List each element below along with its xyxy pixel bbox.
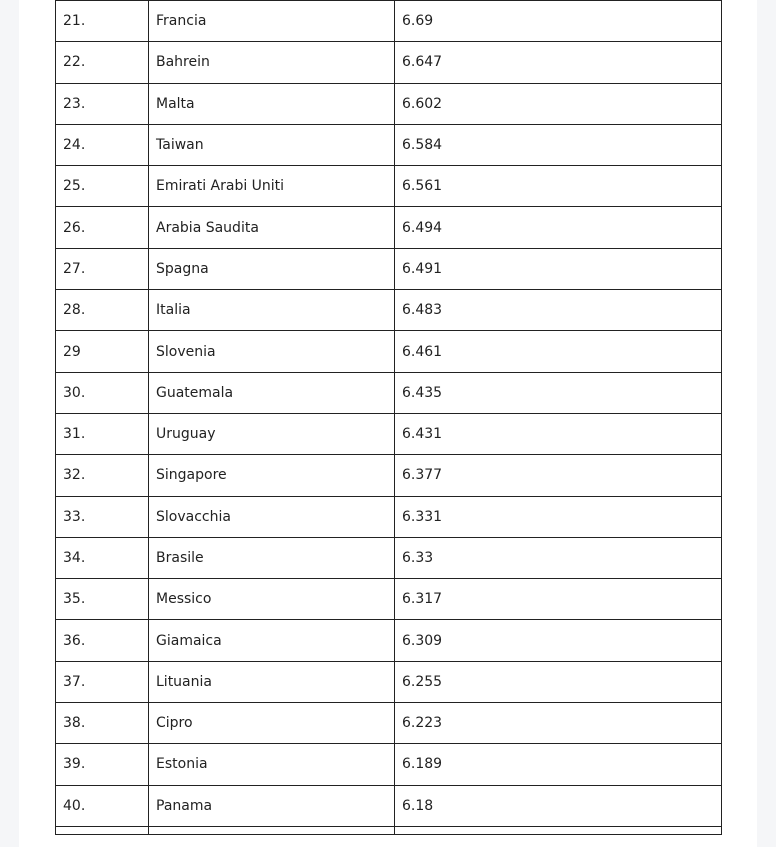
score-cell: 6.435 [395, 372, 722, 413]
country-cell: Francia [149, 1, 395, 42]
score-cell: 6.491 [395, 248, 722, 289]
score-cell: 6.255 [395, 661, 722, 702]
table-row [56, 413, 722, 454]
score-cell: 6.69 [395, 1, 722, 42]
table-row [56, 496, 722, 537]
country-cell: Italia [149, 290, 395, 331]
score-cell: 6.483 [395, 290, 722, 331]
country-cell: Guatemala [149, 372, 395, 413]
country-cell: Arabia Saudita [149, 207, 395, 248]
rank-cell: 26. [56, 207, 149, 248]
rank-cell: 30. [56, 372, 149, 413]
table-row [56, 290, 722, 331]
country-cell: Panama [149, 785, 395, 826]
rank-cell: 21. [56, 1, 149, 42]
table-row [56, 372, 722, 413]
country-cell: Lituania [149, 661, 395, 702]
table-row [56, 744, 722, 785]
table-row [56, 661, 722, 702]
rank-cell: 23. [56, 83, 149, 124]
country-cell: Messico [149, 579, 395, 620]
country-cell: Brasile [149, 537, 395, 578]
table-row [56, 83, 722, 124]
country-cell [149, 826, 395, 834]
table-row [56, 579, 722, 620]
score-cell [395, 826, 722, 834]
score-cell: 6.584 [395, 124, 722, 165]
table-row [56, 42, 722, 83]
country-cell: Slovenia [149, 331, 395, 372]
rank-cell: 32. [56, 455, 149, 496]
score-cell: 6.647 [395, 42, 722, 83]
rank-cell: 34. [56, 537, 149, 578]
table-row [56, 1, 722, 42]
country-cell: Singapore [149, 455, 395, 496]
country-cell: Taiwan [149, 124, 395, 165]
table-row [56, 248, 722, 289]
score-cell: 6.223 [395, 703, 722, 744]
score-cell: 6.494 [395, 207, 722, 248]
score-cell: 6.33 [395, 537, 722, 578]
rank-cell [56, 826, 149, 834]
table-row [56, 703, 722, 744]
country-cell: Spagna [149, 248, 395, 289]
country-cell: Malta [149, 83, 395, 124]
table-row [56, 166, 722, 207]
score-cell: 6.18 [395, 785, 722, 826]
table-row [56, 537, 722, 578]
score-cell: 6.561 [395, 166, 722, 207]
score-cell: 6.431 [395, 413, 722, 454]
score-cell: 6.317 [395, 579, 722, 620]
country-cell: Giamaica [149, 620, 395, 661]
happiness-ranking-table [55, 0, 722, 835]
table-row [56, 331, 722, 372]
rank-cell: 33. [56, 496, 149, 537]
country-cell: Uruguay [149, 413, 395, 454]
rank-cell: 27. [56, 248, 149, 289]
table-row [56, 785, 722, 826]
table-row [56, 455, 722, 496]
rank-cell: 40. [56, 785, 149, 826]
table-row [56, 124, 722, 165]
rank-cell: 39. [56, 744, 149, 785]
score-cell: 6.331 [395, 496, 722, 537]
rank-cell: 25. [56, 166, 149, 207]
country-cell: Emirati Arabi Uniti [149, 166, 395, 207]
score-cell: 6.309 [395, 620, 722, 661]
table-row-partial [56, 826, 722, 834]
rank-cell: 28. [56, 290, 149, 331]
rank-cell: 38. [56, 703, 149, 744]
score-cell: 6.377 [395, 455, 722, 496]
rank-cell: 35. [56, 579, 149, 620]
country-cell: Slovacchia [149, 496, 395, 537]
score-cell: 6.602 [395, 83, 722, 124]
country-cell: Estonia [149, 744, 395, 785]
rank-cell: 36. [56, 620, 149, 661]
rank-cell: 37. [56, 661, 149, 702]
rank-cell: 22. [56, 42, 149, 83]
score-cell: 6.189 [395, 744, 722, 785]
rank-cell: 24. [56, 124, 149, 165]
table-row [56, 207, 722, 248]
table-body [56, 1, 722, 835]
table-row [56, 620, 722, 661]
rank-cell: 29 [56, 331, 149, 372]
country-cell: Bahrein [149, 42, 395, 83]
rank-cell: 31. [56, 413, 149, 454]
country-cell: Cipro [149, 703, 395, 744]
score-cell: 6.461 [395, 331, 722, 372]
